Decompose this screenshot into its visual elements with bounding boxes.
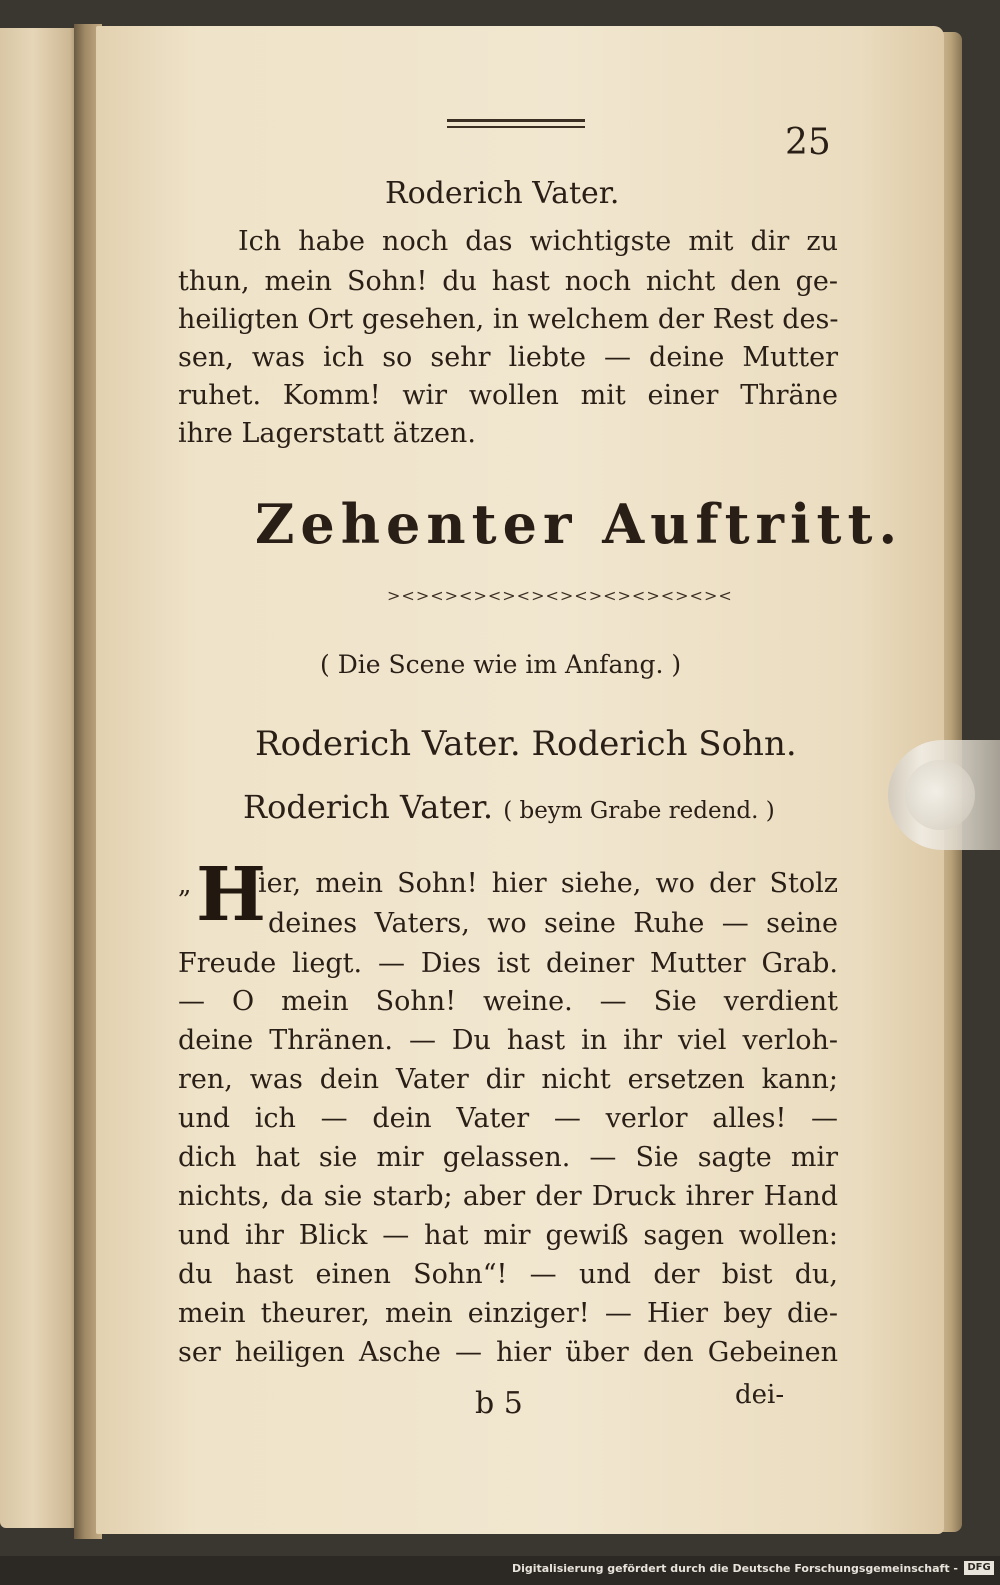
speech-line: deines Vaters, wo seine Ruhe — seine bbox=[268, 908, 838, 939]
speech-line: und ihr Blick — hat mir gewiß sagen wollen: bbox=[178, 1220, 838, 1251]
signature-mark: b 5 bbox=[475, 1386, 523, 1421]
left-page-edge bbox=[0, 28, 82, 1528]
header-rule bbox=[447, 119, 585, 122]
footer-credit: Digitalisierung gefördert durch die Deutsche Forschungsgemeinschaft - bbox=[511, 1562, 958, 1575]
stage-direction: ( Die Scene wie im Anfang. ) bbox=[320, 650, 682, 679]
speaker-line bbox=[243, 788, 775, 826]
drop-cap: H bbox=[196, 852, 266, 938]
speech-line: heiligten Ort gesehen, in welchem der Rest des- bbox=[178, 304, 839, 335]
speech-line: sen, was ich so sehr liebte — deine Mutter bbox=[178, 342, 838, 373]
top-speaker: Roderich Vater. bbox=[385, 176, 620, 211]
speech-line: dich hat sie mir gelassen. — Sie sagte mir bbox=[178, 1142, 838, 1173]
opening-quote: „ bbox=[178, 870, 192, 900]
speech-line: ier, mein Sohn! hier siehe, wo der Stolz bbox=[258, 868, 838, 899]
speech-line: du hast einen Sohn“! — und der bist du, bbox=[178, 1259, 838, 1290]
speech-line: — O mein Sohn! weine. — Sie verdient bbox=[178, 986, 838, 1017]
speech-line: mein theurer, mein einziger! — Hier bey die- bbox=[178, 1298, 838, 1329]
speech-line: ren, was dein Vater dir nicht ersetzen kann; bbox=[178, 1064, 838, 1095]
character-list: Roderich Vater. Roderich Sohn. bbox=[255, 724, 797, 764]
speech-line: und ich — dein Vater — verlor alles! — bbox=[178, 1103, 838, 1134]
speaker-name: Roderich Vater. bbox=[243, 788, 494, 826]
speech-line: ser heiligen Asche — hier über den Gebeinen bbox=[178, 1337, 838, 1368]
speech-line: Freude liegt. — Dies ist deiner Mutter Grab. bbox=[178, 948, 838, 979]
scene-heading: Zehenter Auftritt. bbox=[255, 492, 904, 556]
speech-line: thun, mein Sohn! du hast noch nicht den ge- bbox=[178, 266, 838, 297]
dfg-logo: DFG bbox=[964, 1561, 994, 1575]
ornament-divider: ><><><><><><><><><><><>< bbox=[387, 586, 733, 605]
page-number: 25 bbox=[785, 122, 831, 163]
speech-line: ruhet. Komm! wir wollen mit einer Thräne bbox=[178, 380, 838, 411]
speech-line: ihre Lagerstatt ätzen. bbox=[178, 418, 476, 449]
speech-line: nichts, da sie starb; aber der Druck ihrer Hand bbox=[178, 1181, 838, 1212]
speech-line: Ich habe noch das wichtigste mit dir zu bbox=[238, 226, 838, 257]
speaker-direction: ( beym Grabe redend. ) bbox=[503, 798, 775, 824]
speech-line: deine Thränen. — Du hast in ihr viel verloh- bbox=[178, 1025, 838, 1056]
catchword: dei- bbox=[735, 1380, 785, 1410]
header-rule-lower bbox=[447, 126, 585, 128]
page-clip-lens bbox=[905, 760, 975, 830]
